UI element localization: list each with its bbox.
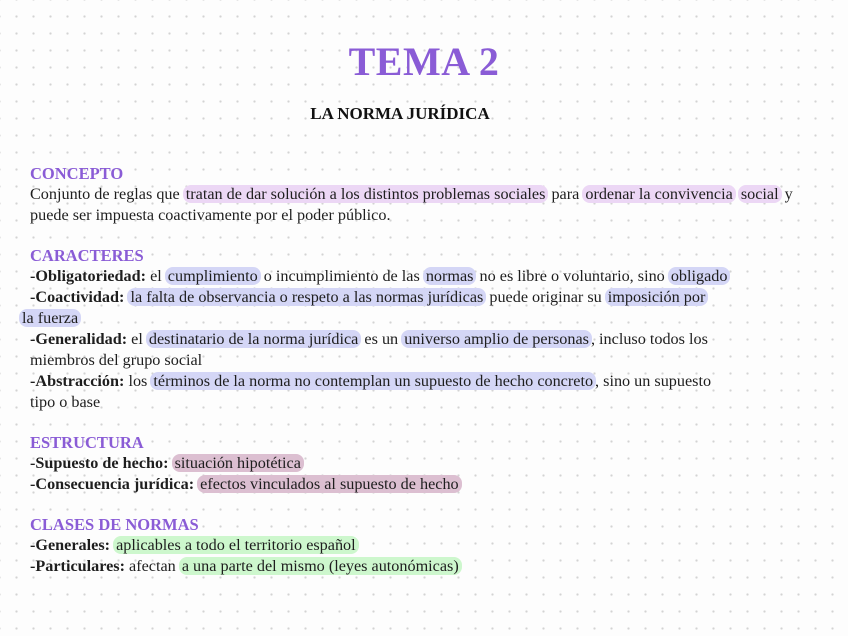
- highlight-concepto-2: ordenar la convivencia: [582, 185, 735, 203]
- highlight-coactividad-2: imposición por: [605, 288, 709, 306]
- item-abstraccion-cont: [30, 392, 820, 413]
- concepto-text-1: Conjunto de reglas que: [30, 185, 180, 203]
- highlight-concepto-1: tratan de dar solución a los distintos problemas sociales: [183, 185, 549, 203]
- item-generalidad: [30, 329, 820, 350]
- item-obligatoriedad: [30, 266, 820, 287]
- item-consecuencia: [30, 474, 820, 495]
- item-coactividad-cont: [20, 308, 820, 329]
- label-particulares: -Particulares:: [30, 557, 125, 575]
- text: puede originar su: [489, 288, 602, 306]
- text: afectan: [129, 557, 176, 575]
- highlight-universo: universo amplio de personas: [401, 330, 592, 348]
- highlight-terminos: términos de la norma no contemplan un supuesto de hecho concreto: [150, 372, 596, 390]
- label-coactividad: -Coactividad:: [30, 288, 125, 306]
- label-obligatoriedad: -Obligatoriedad:: [30, 267, 147, 285]
- section-heading-clases: CLASES DE NORMAS: [30, 515, 199, 534]
- notes-body: [22, 163, 820, 596]
- page-subtitle: LA NORMA JURÍDICA: [310, 104, 490, 123]
- text: , sino un supuesto: [595, 372, 712, 390]
- page-title: TEMA 2: [348, 39, 500, 84]
- item-abstraccion: [30, 371, 820, 392]
- concepto-text-2: para: [551, 185, 580, 203]
- section-clases: [30, 514, 820, 577]
- item-generales: [30, 535, 820, 556]
- item-coactividad: [30, 287, 820, 308]
- section-heading-caracteres: CARACTERES: [30, 246, 144, 265]
- item-generalidad-cont: [30, 350, 820, 371]
- concepto-text-3: y puede ser impuesta coactivamente por el poder público.: [30, 185, 793, 224]
- text: miembros del grupo social: [30, 351, 203, 369]
- label-consecuencia: -Consecuencia jurídica:: [30, 475, 195, 493]
- text: los: [128, 372, 148, 390]
- label-supuesto: -Supuesto de hecho:: [30, 454, 169, 472]
- text: el: [150, 267, 162, 285]
- section-heading-estructura: ESTRUCTURA: [30, 433, 144, 452]
- section-heading-concepto: CONCEPTO: [30, 164, 124, 183]
- highlight-coactividad-1: la falta de observancia o respeto a las normas jurídicas: [127, 288, 486, 306]
- label-generales: -Generales:: [30, 536, 111, 554]
- highlight-normas: normas: [423, 267, 477, 285]
- highlight-coactividad-3: la fuerza: [19, 309, 81, 327]
- text: tipo o base: [30, 393, 101, 411]
- label-abstraccion: -Abstracción:: [30, 372, 125, 390]
- highlight-obligado: obligado: [668, 267, 731, 285]
- section-estructura: [30, 432, 820, 495]
- highlight-destinatario: destinatario de la norma jurídica: [146, 330, 361, 348]
- text: el: [131, 330, 143, 348]
- label-generalidad: -Generalidad:: [30, 330, 128, 348]
- text: o incumplimiento de las: [263, 267, 420, 285]
- highlight-consecuencia: efectos vinculados al supuesto de hecho: [197, 475, 461, 493]
- text: , incluso todos los: [590, 330, 708, 348]
- text: no es libre o voluntario, sino: [479, 267, 665, 285]
- highlight-cumplimiento: cumplimiento: [165, 267, 261, 285]
- highlight-concepto-3: social: [738, 185, 782, 203]
- text: es un: [364, 330, 399, 348]
- section-caracteres: [22, 245, 820, 413]
- highlight-particulares: a una parte del mismo (leyes autonómicas): [179, 557, 462, 575]
- highlight-supuesto: situación hipotética: [172, 454, 304, 472]
- highlight-generales: aplicables a todo el territorio español: [113, 536, 359, 554]
- concepto-paragraph: [30, 184, 820, 226]
- item-supuesto: [30, 453, 820, 474]
- item-particulares: [30, 556, 820, 577]
- section-concepto: [30, 163, 820, 226]
